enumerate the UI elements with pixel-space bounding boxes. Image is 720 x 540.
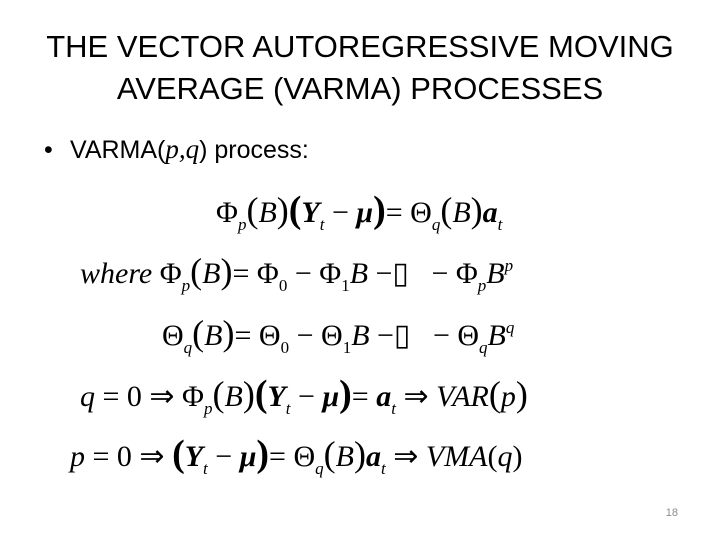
bullet-suffix: ) process: <box>199 136 309 164</box>
page-number: 18 <box>665 507 678 519</box>
equation-phi-polynomial: where $\Phi_p(B)= \Phi_0 - \Phi_1B$ −▯ − $\Phi_pB^p$ <box>80 251 514 295</box>
bullet-dot: • <box>44 136 53 164</box>
equation-theta-polynomial: $\Theta_q(B)= \Theta_0 - \Theta_1B$ −▯ − $\Theta_qB^q$ <box>162 313 515 357</box>
equation-vma-case: p = 0 ⇒ $(Y_t - \mu)= \Theta_q(B)a_t$ ⇒ VMA(q) <box>70 433 523 478</box>
title-line-1: THE VECTOR AUTOREGRESSIVE MOVING <box>46 29 674 64</box>
bullet-prefix: VARMA( <box>70 136 166 164</box>
where-label: where <box>80 257 153 290</box>
equation-var-case: q = 0 ⇒ $\Phi_p(B)(Y_t - \mu)= a_t$ ⇒ VAR(p) <box>80 373 528 418</box>
slide-title <box>40 26 680 110</box>
equation-varma: $\Phi_p(B)(Y_t - \mu)= \Theta_q(B)a_t$ <box>216 189 503 234</box>
bullet-params: p,q <box>165 134 200 164</box>
bullet-varma <box>44 134 309 165</box>
title-line-2: AVERAGE (VARMA) PROCESSES <box>116 71 604 106</box>
